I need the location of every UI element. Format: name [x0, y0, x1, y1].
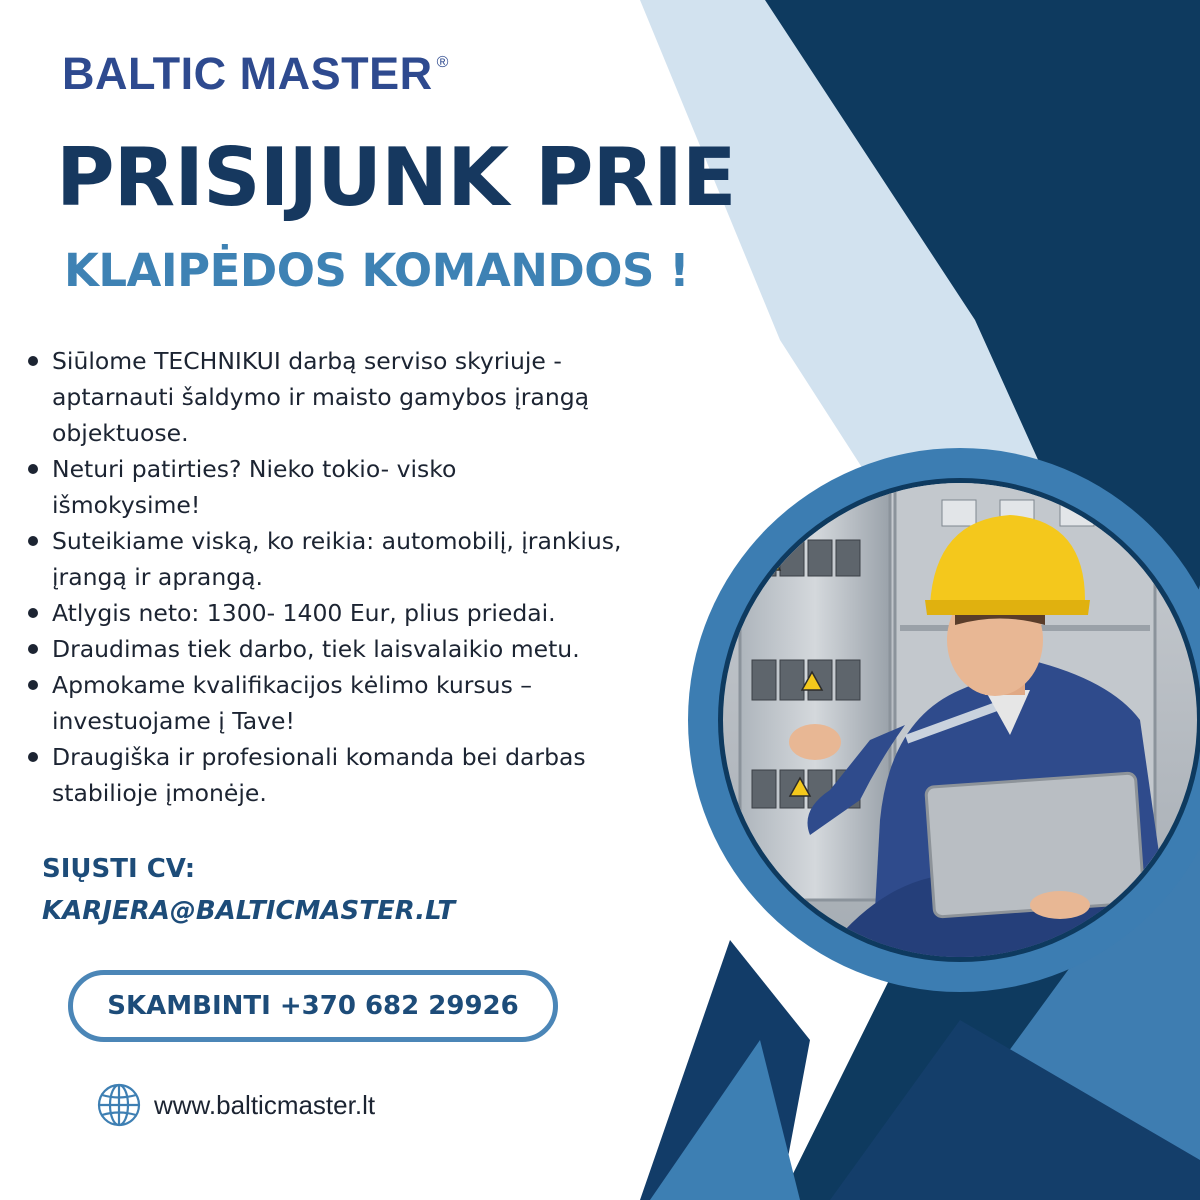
brand-logo	[62, 48, 449, 100]
benefit-line: stabilioje įmonėje.	[52, 779, 267, 807]
benefit-item	[24, 523, 684, 595]
globe-icon	[96, 1082, 142, 1128]
benefit-item	[24, 451, 684, 523]
benefit-line: Suteikiame viską, ko reikia: automobilį, įrankius,	[52, 527, 622, 555]
website-link[interactable]	[96, 1082, 375, 1128]
benefit-line: Apmokame kvalifikacijos kėlimo kursus –	[52, 671, 533, 699]
benefit-item	[24, 631, 684, 667]
benefit-item	[24, 667, 684, 739]
benefit-line: Neturi patirties? Nieko tokio- visko	[52, 455, 457, 483]
headline-line-1: PRISIJUNK PRIE	[56, 131, 736, 224]
benefit-item	[24, 595, 684, 631]
website-url: www.balticmaster.lt	[154, 1089, 376, 1120]
benefit-line: išmokysime!	[52, 491, 201, 519]
benefits-list	[24, 343, 684, 811]
benefit-line: Draudimas tiek darbo, tiek laisvalaikio metu.	[52, 635, 580, 663]
brand-name: BALTIC MASTER	[62, 48, 433, 99]
registered-mark: ®	[436, 54, 449, 71]
benefit-line: Siūlome TECHNIKUI darbą serviso skyriuje -	[52, 347, 562, 375]
benefit-line: Atlygis neto: 1300- 1400 Eur, plius priedai.	[52, 599, 556, 627]
benefit-line: Draugiška ir profesionali komanda bei darbas	[52, 743, 586, 771]
call-button-label: SKAMBINTI +370 682 29926	[107, 991, 519, 1021]
benefit-line: įrangą ir aprangą.	[52, 563, 263, 591]
benefit-line: investuojame į Tave!	[52, 707, 295, 735]
cv-email-link[interactable]: KARJERA@BALTICMASTER.LT	[42, 896, 456, 926]
headline-line-2: KLAIPĖDOS KOMANDOS !	[64, 244, 690, 297]
call-button[interactable]	[68, 970, 558, 1042]
benefit-item	[24, 343, 684, 451]
benefit-line: aptarnauti šaldymo ir maisto gamybos įrangą	[52, 383, 590, 411]
benefit-line: objektuose.	[52, 419, 189, 447]
benefit-item	[24, 739, 684, 811]
cv-label: SIŲSTI CV:	[42, 854, 196, 884]
